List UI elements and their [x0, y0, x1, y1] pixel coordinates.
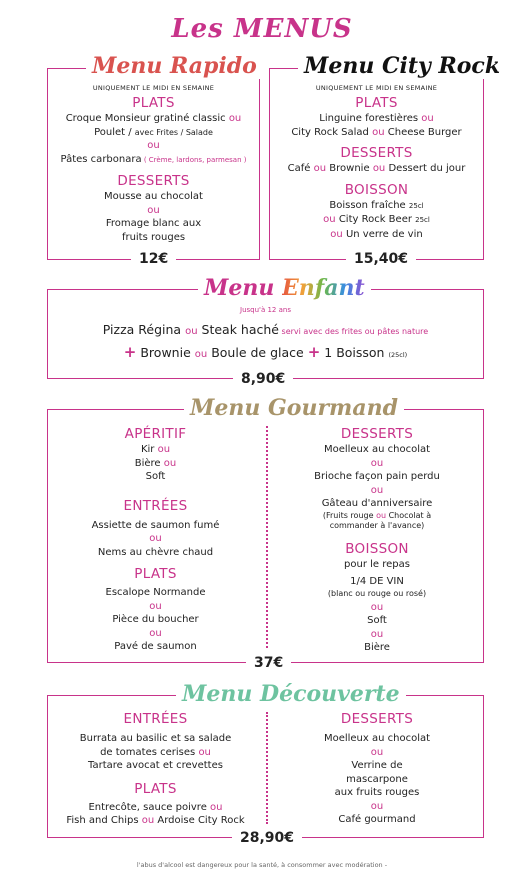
gourmand-or-4: ou — [370, 457, 384, 469]
gourmand-plat-1: Escalope Normande — [105, 587, 206, 598]
cityrock-price: 15,40€ — [346, 251, 416, 267]
decouverte-entrees-heading: ENTRÉES — [123, 711, 188, 727]
cityrock-plat-2: City Rock Salad ou Cheese Burger — [291, 126, 462, 138]
menu-decouverte-title: Menu Découverte — [176, 681, 406, 707]
gourmand-or-7: ou — [370, 628, 384, 640]
gourmand-or-1: ou — [149, 533, 162, 544]
rapido-dessert-2b: fruits rouges — [121, 231, 186, 243]
decouverte-entree-2: Tartare avocat et crevettes — [88, 760, 223, 771]
decouverte-price: 28,90€ — [232, 830, 302, 846]
gourmand-plats-heading: PLATS — [134, 566, 177, 582]
gourmand-plat-3: Pavé de saumon — [114, 641, 197, 652]
decouverte-dessert-2c: aux fruits rouges — [334, 787, 420, 798]
enfant-price: 8,90€ — [233, 371, 293, 387]
decouverte-dessert-2a: Verrine de — [351, 760, 403, 771]
cityrock-desserts-line: Café ou Brownie ou Dessert du jour — [287, 163, 466, 174]
enfant-line-1: Pizza Régina ou Steak haché servi avec des frites ou pâtes nature — [102, 322, 429, 337]
rapido-plats-heading: PLATS — [132, 95, 175, 111]
gourmand-boisson-1-note: (blanc ou rouge ou rosé) — [327, 588, 427, 598]
decouverte-plat-1: Entrecôte, sauce poivre ou — [88, 801, 223, 813]
decouverte-plats-heading: PLATS — [134, 780, 177, 797]
decouverte-or-1: ou — [370, 746, 384, 758]
decouverte-left-column — [47, 711, 264, 828]
rapido-price: 12€ — [131, 251, 176, 267]
gourmand-dessert-3-note-2: commander à l'avance) — [329, 520, 425, 530]
decouverte-dessert-1: Moelleux au chocolat — [323, 733, 431, 744]
gourmand-dessert-1: Moelleux au chocolat — [323, 444, 431, 455]
gourmand-or-5: ou — [370, 484, 384, 496]
gourmand-boisson-2: Soft — [367, 615, 387, 626]
decouverte-dessert-3: Café gourmand — [338, 814, 416, 825]
gourmand-aperitif-3: Soft — [145, 471, 166, 482]
cityrock-desserts-heading: DESSERTS — [340, 145, 413, 161]
gourmand-boisson-heading: BOISSON — [345, 540, 409, 557]
menu-cityrock-title: Menu City Rock — [298, 53, 506, 79]
gourmand-left-column — [47, 426, 264, 654]
gourmand-entrees-heading: ENTRÉES — [123, 497, 188, 514]
gourmand-divider — [266, 426, 268, 648]
menu-enfant-content — [47, 306, 484, 361]
cityrock-plat-1: Linguine forestières ou — [319, 113, 434, 124]
decouverte-right-column — [270, 711, 484, 827]
rapido-desserts-heading: DESSERTS — [117, 173, 190, 189]
page-title: Les MENUS — [171, 14, 353, 44]
cityrock-note: UNIQUEMENT LE MIDI EN SEMAINE — [315, 84, 438, 92]
decouverte-entree-1b: de tomates cerises ou — [100, 746, 211, 758]
cityrock-boisson-1: Boisson fraîche 25cl — [329, 199, 424, 211]
decouverte-or-2: ou — [370, 800, 384, 812]
menu-rapido-title: Menu Rapido — [86, 53, 263, 79]
rapido-or: ou — [147, 140, 160, 151]
gourmand-or-6: ou — [370, 601, 384, 613]
decouverte-entree-1a: Burrata au basilic et sa salade — [79, 733, 232, 744]
cityrock-boisson-3: ou Un verre de vin — [330, 228, 423, 240]
gourmand-dessert-2: Brioche façon pain perdu — [314, 471, 440, 482]
enfant-line-2: + Brownie ou Boule de glace + 1 Boisson (25cl) — [123, 343, 408, 361]
rapido-note: UNIQUEMENT LE MIDI EN SEMAINE — [92, 84, 215, 92]
rapido-plat-1b: Poulet / avec Frites / Salade — [94, 126, 213, 138]
footer-disclaimer: l'abus d'alcool est dangereux pour la santé, à consommer avec modération - — [136, 861, 388, 869]
decouverte-plat-2: Fish and Chips ou Ardoise City Rock — [66, 815, 245, 826]
gourmand-or-2: ou — [149, 600, 162, 612]
menu-gourmand-title: Menu Gourmand — [184, 395, 404, 421]
rapido-dessert-2a: Fromage blanc aux — [105, 218, 202, 229]
rapido-or-2: ou — [147, 204, 160, 216]
rapido-plat-2: Pâtes carbonara ( Crème, lardons, parmesan ) — [60, 153, 247, 165]
menu-enfant-title: Menu Enfant — [198, 275, 371, 301]
gourmand-boisson-3: Bière — [364, 642, 390, 653]
gourmand-entree-1: Assiette de saumon fumé — [91, 519, 220, 531]
decouverte-dessert-2b: mascarpone — [346, 773, 408, 785]
gourmand-aperitif-1: Kir ou — [140, 444, 171, 455]
gourmand-right-column — [270, 426, 484, 655]
gourmand-or-3: ou — [149, 627, 162, 639]
rapido-plat-1: Croque Monsieur gratiné classic ou — [65, 113, 242, 124]
cityrock-boisson-heading: BOISSON — [344, 181, 409, 198]
menu-cityrock-content — [269, 84, 484, 241]
gourmand-aperitif-2: Bière ou — [134, 457, 177, 469]
enfant-age: Jusqu'à 12 ans — [240, 306, 291, 314]
gourmand-entree-2: Nems au chèvre chaud — [97, 546, 214, 558]
cityrock-boisson-2: ou City Rock Beer 25cl — [323, 214, 430, 225]
rapido-dessert-1: Mousse au chocolat — [104, 191, 203, 202]
menu-rapido-content — [47, 84, 260, 244]
gourmand-dessert-3: Gâteau d'anniversaire — [321, 498, 433, 509]
cityrock-plats-heading: PLATS — [355, 95, 398, 111]
gourmand-plat-2: Pièce du boucher — [112, 614, 199, 625]
gourmand-aperitif-heading: APÉRITIF — [124, 426, 187, 442]
decouverte-desserts-heading: DESSERTS — [340, 711, 414, 727]
decouverte-divider — [266, 712, 268, 824]
gourmand-price: 37€ — [246, 655, 291, 671]
gourmand-dessert-3-note: (Fruits rouge ou Chocolat à — [322, 510, 432, 520]
gourmand-boisson-1: 1/4 DE VIN — [350, 576, 404, 587]
gourmand-boisson-sub: pour le repas — [344, 558, 410, 570]
gourmand-desserts-heading: DESSERTS — [340, 426, 414, 442]
